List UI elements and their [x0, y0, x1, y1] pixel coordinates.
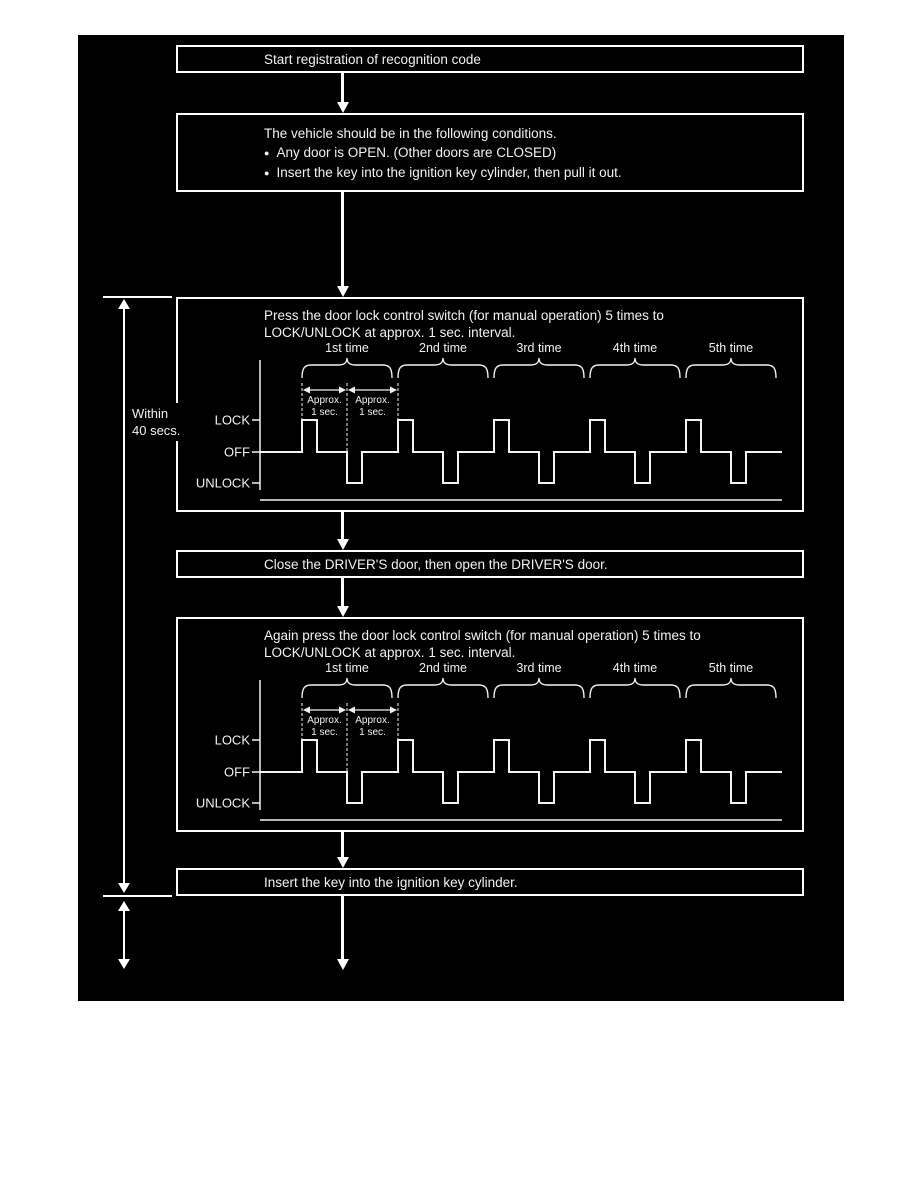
timing-diagram-2: [178, 657, 802, 829]
within-label-line1: Within: [132, 406, 169, 421]
flow-arrow-5: [341, 832, 344, 857]
time-label: 1st time: [325, 661, 369, 675]
brace: [686, 678, 776, 698]
press-switch-line1: Press the door lock control switch (for manual operation) 5 times to: [264, 308, 664, 323]
time-label: 2nd time: [419, 661, 467, 675]
step-insert-key-box: [176, 868, 804, 896]
brace: [302, 358, 392, 378]
interval-label: 1 sec.: [311, 727, 338, 738]
flow-arrow-1: [341, 73, 344, 102]
step-press-switch-box: [176, 297, 804, 512]
brace: [398, 678, 488, 698]
flow-arrow-2: [341, 192, 344, 286]
diagram-canvas: [78, 35, 844, 1001]
measure-arrow-bottom: [123, 911, 125, 959]
interval-label: Approx.: [355, 395, 390, 406]
time-label: 4th time: [612, 341, 658, 355]
interval-arrowhead-right: [390, 707, 397, 714]
within-label-line2: 40 secs.: [132, 423, 181, 438]
condition-item: ● Insert the key into the ignition key cylinder, then pull it out.: [264, 163, 802, 183]
time-label: 1st time: [325, 341, 369, 355]
brace: [494, 678, 584, 698]
time-label: 4th time: [612, 661, 658, 675]
brace: [398, 358, 488, 378]
time-label: 3rd time: [516, 341, 562, 355]
level-label: UNLOCK: [195, 795, 250, 811]
insert-key-text: Insert the key into the ignition key cylinder.: [264, 874, 518, 890]
step-press-switch-again-box: [176, 617, 804, 832]
within-40secs-arrow: [123, 309, 125, 883]
flow-arrow-3: [341, 512, 344, 539]
interval-arrowhead-right: [339, 387, 346, 394]
interval-arrowhead-left: [303, 387, 310, 394]
press-switch-text: [178, 299, 802, 341]
level-label: LOCK: [214, 732, 250, 748]
level-label: LOCK: [214, 412, 250, 428]
level-label: OFF: [224, 444, 250, 460]
brace: [590, 678, 680, 698]
step-start-text: Start registration of recognition code: [264, 51, 481, 67]
close-door-text: Close the DRIVER'S door, then open the DRIVER'S door.: [264, 556, 608, 572]
flow-arrow-6: [341, 896, 344, 959]
interval-label: 1 sec.: [359, 727, 386, 738]
brace: [590, 358, 680, 378]
interval-label: Approx.: [355, 715, 390, 726]
interval-arrowhead-right: [390, 387, 397, 394]
condition-item: ● Any door is OPEN. (Other doors are CLOSED): [264, 143, 802, 163]
waveform: [260, 740, 782, 803]
interval-arrowhead-left: [303, 707, 310, 714]
time-label: 3rd time: [516, 661, 562, 675]
press-switch-line2: LOCK/UNLOCK at approx. 1 sec. interval.: [264, 325, 516, 340]
interval-label: Approx.: [307, 715, 342, 726]
time-label: 2nd time: [419, 341, 467, 355]
interval-arrowhead-right: [339, 707, 346, 714]
interval-arrowhead-left: [348, 387, 355, 394]
waveform: [260, 420, 782, 483]
interval-label: 1 sec.: [311, 407, 338, 418]
step-close-door-box: [176, 550, 804, 578]
timing-diagram-1: [178, 337, 802, 509]
time-label: 5th time: [708, 661, 754, 675]
brace: [302, 678, 392, 698]
interval-label: 1 sec.: [359, 407, 386, 418]
measure-tick-top: [103, 296, 172, 298]
press-switch-again-text: [178, 619, 802, 661]
level-label: UNLOCK: [195, 475, 250, 491]
press-switch-again-line2: LOCK/UNLOCK at approx. 1 sec. interval.: [264, 645, 516, 660]
interval-label: Approx.: [307, 395, 342, 406]
step-start-box: [176, 45, 804, 73]
within-40secs-label: [128, 403, 182, 441]
time-label: 5th time: [708, 341, 754, 355]
interval-arrowhead-left: [348, 707, 355, 714]
step-conditions-box: [176, 113, 804, 192]
conditions-intro: The vehicle should be in the following conditions.: [264, 126, 557, 141]
measure-tick-bottom: [103, 895, 172, 897]
level-label: OFF: [224, 764, 250, 780]
brace: [494, 358, 584, 378]
press-switch-again-line1: Again press the door lock control switch (for manual operation) 5 times to: [264, 628, 701, 643]
flow-arrow-4: [341, 578, 344, 606]
conditions-text: [178, 115, 802, 183]
brace: [686, 358, 776, 378]
